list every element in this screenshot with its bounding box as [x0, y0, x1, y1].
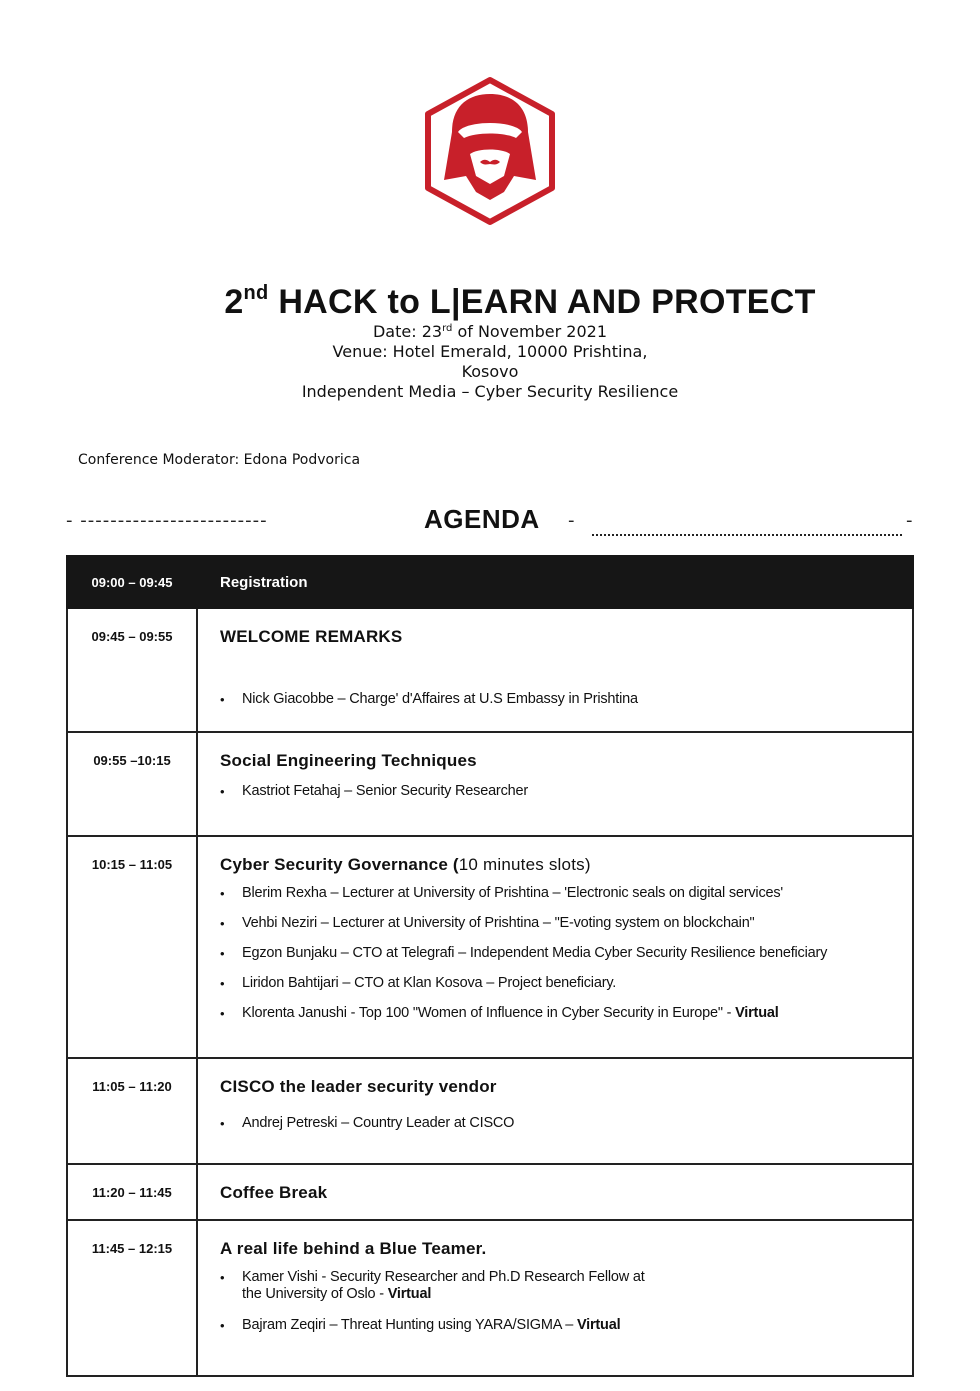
session-time: 10:15 – 11:05 [67, 836, 197, 1058]
virtual-tag: Virtual [387, 1286, 432, 1302]
session-time: 11:45 – 12:15 [67, 1220, 197, 1376]
speaker-item: • Nick Giacobbe – Charge' d'Affaires at U.S Embassy in Prishtina [220, 691, 892, 708]
speaker-item: • Liridon Bahtijari – CTO at Klan Kosova – Project beneficiary. [220, 975, 892, 992]
session-time: 09:45 – 09:55 [67, 608, 197, 732]
session-cell [197, 1220, 913, 1376]
agenda-row-governance [67, 836, 913, 1058]
agenda-row-cisco [67, 1058, 913, 1164]
event-venue-country: Kosovo [461, 362, 519, 381]
agenda-row-registration [67, 556, 913, 608]
agenda-heading-row [66, 504, 916, 540]
event-theme: Independent Media – Cyber Security Resilience [301, 382, 679, 401]
speaker-item: • Klorenta Janushi - Top 100 "Women of Influence in Cyber Security in Europe" - Virtual [220, 1005, 892, 1022]
session-title: CISCO the leader security vendor [220, 1077, 497, 1096]
session-title: A real life behind a Blue Teamer. [220, 1239, 487, 1258]
speaker-item: • Bajram Zeqiri – Threat Hunting using YARA/SIGMA – Virtual [220, 1317, 892, 1334]
event-date: Date: 23rd of November 2021 [372, 322, 607, 341]
virtual-tag: Virtual [735, 1005, 779, 1021]
speaker-item: • Egzon Bunjaku – CTO at Telegrafi – Independent Media Cyber Security Resilience beneficiary [220, 945, 892, 962]
agenda-dash-right: - [906, 510, 914, 531]
speaker-item: • Vehbi Neziri – Lecturer at University of Prishtina – "E-voting system on blockchain" [220, 915, 892, 932]
speaker-item: • Kastriot Fetahaj – Senior Security Researcher [220, 783, 892, 800]
agenda-dotted-rule [592, 534, 902, 536]
agenda-row-blue-teamer [67, 1220, 913, 1376]
session-time: 09:00 – 09:45 [67, 556, 197, 608]
speaker-list [220, 1269, 892, 1334]
conference-moderator: Conference Moderator: Edona Podvorica [78, 452, 361, 468]
speaker-item: • Andrej Petreski – Country Leader at CISCO [220, 1115, 892, 1132]
agenda-row-social-engineering [67, 732, 913, 836]
hacker-mask-hexagon-icon [418, 76, 562, 226]
session-cell [197, 836, 913, 1058]
speaker-item: • Kamer Vishi - Security Researcher and Ph.D Research Fellow at the University of Oslo - Virtual [220, 1269, 892, 1303]
speaker-list [220, 885, 892, 1022]
session-title: WELCOME REMARKS [220, 627, 403, 646]
speaker-list [220, 783, 892, 800]
speaker-item: • Blerim Rexha – Lecturer at University of Prishtina – 'Electronic seals on digital services' [220, 885, 892, 902]
session-time: 09:55 –10:15 [67, 732, 197, 836]
virtual-tag: Virtual [576, 1317, 621, 1333]
session-title-note: 10 minutes slots) [458, 855, 591, 874]
session-title: Cyber Security Governance (10 minutes slots) [220, 855, 591, 874]
session-cell [197, 1164, 913, 1220]
event-title: 2nd HACK to L|EARN AND PROTECT [224, 282, 816, 321]
agenda-dashed-rule-left: - ------------------------- [66, 510, 268, 531]
agenda-row-coffee-break [67, 1164, 913, 1220]
agenda-heading: AGENDA [424, 504, 540, 534]
speaker-list [220, 1115, 892, 1132]
session-time: 11:05 – 11:20 [67, 1058, 197, 1164]
agenda-dash-mid: - [568, 510, 576, 531]
agenda-table [66, 555, 914, 1377]
session-title: Coffee Break [220, 1183, 328, 1202]
session-cell [197, 732, 913, 836]
agenda-row-welcome [67, 608, 913, 732]
event-venue: Venue: Hotel Emerald, 10000 Prishtina, [332, 342, 648, 361]
speaker-list [220, 691, 892, 708]
session-title: Registration [197, 556, 913, 608]
session-title: Social Engineering Techniques [220, 751, 477, 770]
session-cell [197, 608, 913, 732]
session-cell [197, 1058, 913, 1164]
session-time: 11:20 – 11:45 [67, 1164, 197, 1220]
